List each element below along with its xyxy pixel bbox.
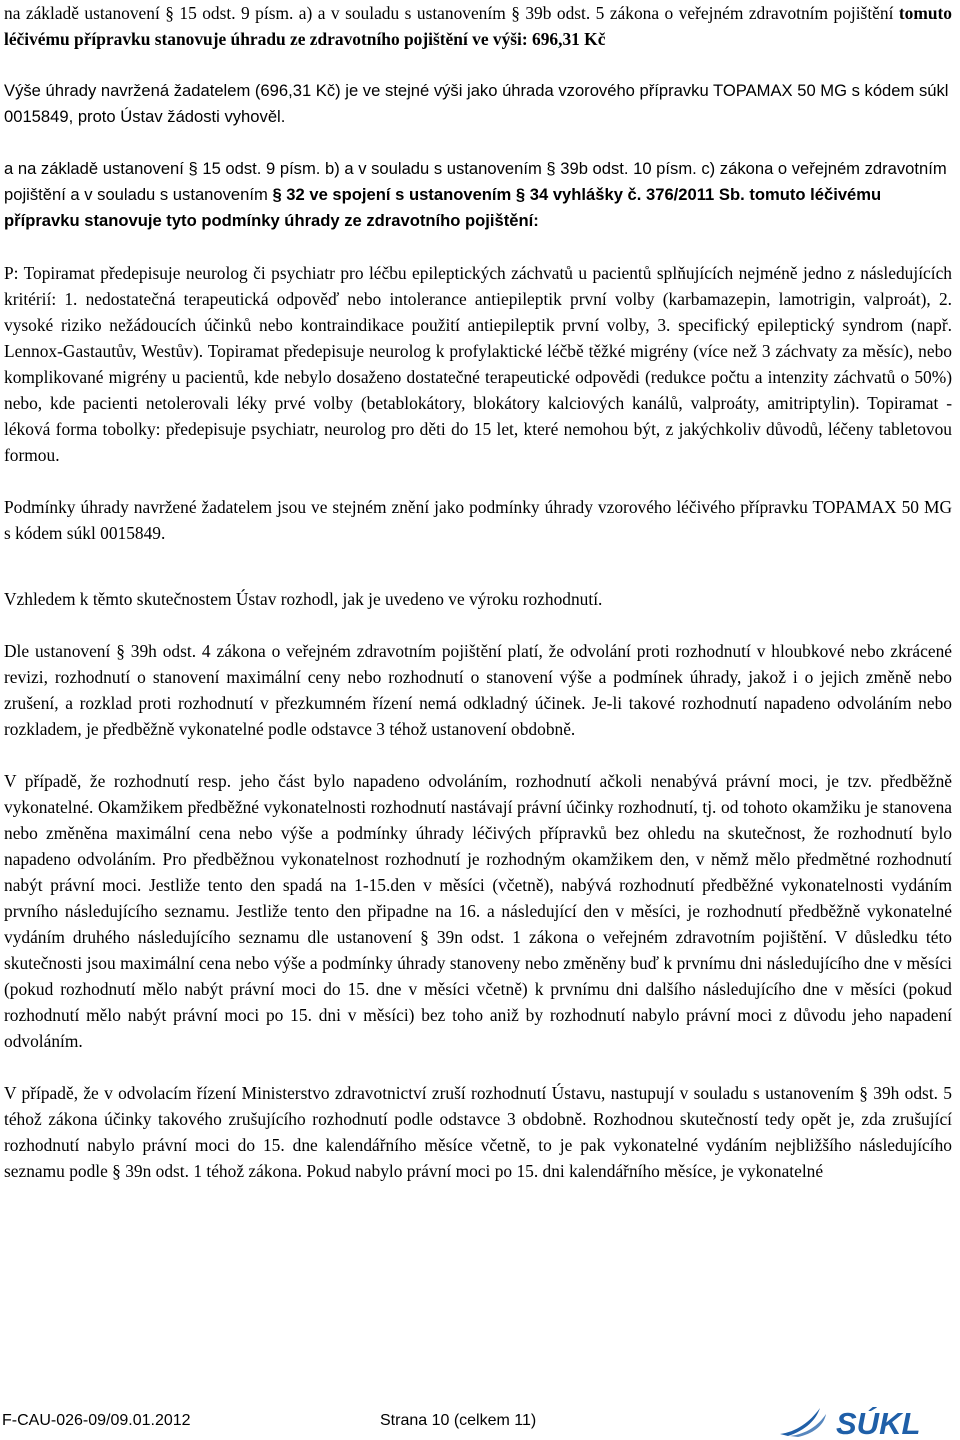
paragraph-reimbursement-amount: [4, 0, 952, 52]
paragraph-legal-basis: [4, 156, 952, 234]
paragraph-reimbursement-conditions: P: Topiramat předepisuje neurolog či psychiatr pro léčbu epileptických záchvatů u pacientů splňujících nejméně jedno z následujících kritérií: 1. nedostatečná terapeutická odpověď nebo intolerance antiepileptik první volby (karbamazepin, lamotrigin, valproát), 2. vysoké riziko nežádoucích účinků nebo kontraindikace použití antiepileptik první volby, 3. specifický epileptický syndrom (např. Lennox-Gastautův, Westův). Topiramat předepisuje neurolog k profylaktické léčbě těžké migrény (více než 3 záchvaty za měsíc), nebo komplikované migrény u pacientů, kde nebylo dosaženo dostatečné terapeutické odpovědi (redukce počtu a intenzity záchvatů o 50%) nebo, kde pacienti netolerovali léky prvé volby (betablokátory, blokátory kalciových kanálů, valproáty, amitriptylin). Topiramat - léková forma tobolky: předepisuje psychiatr, neurolog pro děti do 15 let, které nemohou být, z jakýchkoliv důvodů, léčeny tabletovou formou.: [4, 263, 952, 465]
paragraph-preliminary-enforceability: V případě, že rozhodnutí resp. jeho část bylo napadeno odvoláním, rozhodnutí ačkoli nenabývá právní moci, je tzv. předběžně vykonatelné. Okamžikem předběžné vykonatelnosti rozhodnutí nastávají právní účinky rozhodnutí, tj. od tohoto okamžiku je stanovena nebo změněna maximální cena nebo výše a podmínky úhrady léčivých přípravků bez ohledu na skutečnost, že rozhodnutí bylo napadeno odvoláním. Pro předběžnou vykonatelnost rozhodnutí je rozhodným okamžikem den, v němž mělo předmětné rozhodnutí nabýt právní moci. Jestliže tento den spadá na 1-15.den v měsíci (včetně), nabývá rozhodnutí předběžné vykonatelnosti vydáním prvního následujícího seznamu. Jestliže tento den připadne na 16. a následující den v měsíci, je rozhodnutí předběžně vykonatelné vydáním druhého následujícího seznamu dle ustanovení § 39n odst. 1 zákona o veřejném zdravotním pojištění. V důsledku této skutečnosti jsou maximální cena nebo výše a podmínky úhrady stanoveny nebo změněny buď k prvnímu dni následujícího dne v měsíci (pokud rozhodnutí mělo nabýt právní moci do 15. dne v měsíci včetně) k prvnímu dni dalšího následujícího dne v měsíci (pokud rozhodnutí mělo nabýt právní moci po 15. dni v měsíci) bez toho aniž by rozhodnutí nabylo právní moci z důvodu jeho napadení odvoláním.: [4, 771, 952, 1051]
page-number: Strana 10 (celkem 11): [380, 1412, 537, 1429]
document-code: F-CAU-026-09/09.01.2012: [2, 1412, 191, 1429]
paragraph-text: na základě ustanovení § 15 odst. 9 písm. a) a v souladu s ustanovením § 39b odst. 5 zákona o veřejném zdravotním pojištění: [4, 3, 899, 23]
sukl-logo-graphic: [776, 1404, 952, 1438]
logo-text: SÚKL: [836, 1406, 921, 1438]
paragraph-text: a na základě ustanovení § 15 odst. 9 písm. b) a v souladu s ustanovením § 39b odst. 10 písm. c) zákona o veřejném zdravotním pojištění a v souladu s ustanovením: [4, 159, 947, 204]
paragraph-applicant-proposal: Výše úhrady navržená žadatelem (696,31 Kč) je ve stejné výši jako úhrada vzorového přípravku TOPAMAX 50 MG s kódem súkl 0015849, proto Ústav žádosti vyhověl.: [4, 81, 949, 126]
paragraph-decision-statement: Vzhledem k těmto skutečnostem Ústav rozhodl, jak je uvedeno ve výroku rozhodnutí.: [4, 589, 603, 609]
paragraph-bold-text: tomuto léčivému přípravku stanovuje úhradu ze zdravotního pojištění ve výši: 696,31 Kč: [4, 3, 952, 49]
page-footer: [2, 1404, 958, 1438]
sukl-logo: [776, 1404, 952, 1438]
paragraph-appeal-effect: Dle ustanovení § 39h odst. 4 zákona o veřejném zdravotním pojištění platí, že odvolání proti rozhodnutí v hloubkové nebo zkrácené revizi, rozhodnutí o stanovení maximální ceny nebo rozhodnutí o stanovení výše a podmínek úhrady, jakož i o jejich změně nebo zrušení, a rozklad proti rozhodnutí v přezkumném řízení nemá odkladný účinek. Je-li takové rozhodnutí napadeno odvoláním nebo rozkladem, je předběžně vykonatelné podle odstavce 3 téhož ustanovení obdobně.: [4, 641, 952, 739]
document-body: [4, 0, 952, 1184]
paragraph-appeal-cancellation: V případě, že v odvolacím řízení Ministerstvo zdravotnictví zruší rozhodnutí Ústavu, nastupují v souladu s ustanovením § 39h odst. 5 téhož zákona účinky takového zrušujícího rozhodnutí podle odstavce 3 obdobně. Rozhodnou skutečností tedy opět je, zda zrušující rozhodnutí nabylo právní moci do 15. dne kalendářního měsíce včetně, to je pak vykonatelné vydáním nejbližšího následujícího seznamu podle § 39n odst. 1 téhož zákona. Pokud nabylo právní moci po 15. dni kalendářního měsíce, je vykonatelné: [4, 1083, 952, 1181]
paragraph-bold-text: § 32 ve spojení s ustanovením § 34 vyhlášky č. 376/2011 Sb. tomuto léčivému přípravku stanovuje tyto podmínky úhrady ze zdravotního pojištění:: [4, 185, 882, 230]
logo-swoosh-icon: [790, 1414, 826, 1437]
logo-swoosh-icon: [780, 1408, 820, 1436]
paragraph-conditions-match: Podmínky úhrady navržené žadatelem jsou ve stejném znění jako podmínky úhrady vzorového léčivého přípravku TOPAMAX 50 MG s kódem súkl 0015849.: [4, 497, 952, 543]
